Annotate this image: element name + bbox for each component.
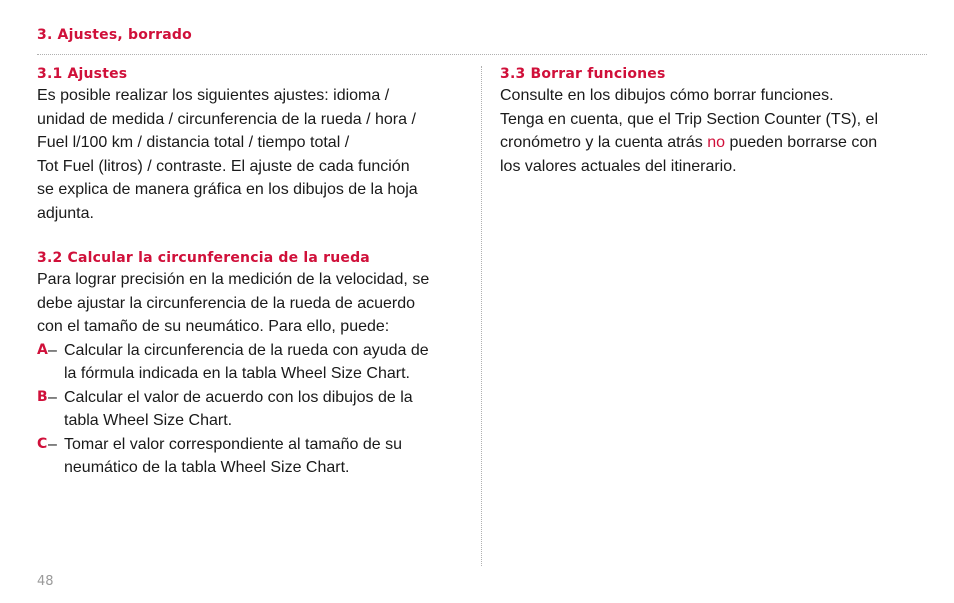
text-line: Fuel l/100 km / distancia total / tiempo total / bbox=[37, 134, 350, 151]
text-line: Tot Fuel (litros) / contraste. El ajuste de cada función bbox=[37, 157, 410, 175]
dotted-divider-horizontal bbox=[37, 54, 927, 55]
right-column bbox=[500, 64, 920, 178]
dotted-divider-vertical bbox=[481, 66, 482, 566]
text-line: Tomar el valor correspondiente al tamaño de su bbox=[64, 435, 402, 453]
text-line: Calcular la circunferencia de la rueda con ayuda de bbox=[64, 341, 429, 359]
list-dash: – bbox=[48, 435, 57, 453]
text-line: Calcular el valor de acuerdo con los dibujos de la bbox=[64, 388, 413, 406]
text-line: con el tamaño de su neumático. Para ello, puede: bbox=[37, 318, 390, 335]
left-column bbox=[37, 64, 467, 480]
text-fragment: pueden borrarse con bbox=[725, 134, 878, 151]
text-line: Para lograr precisión en la medición de la velocidad, se bbox=[37, 271, 430, 288]
list-letter: C bbox=[37, 435, 48, 452]
text-line: Consulte en los dibujos cómo borrar funciones. bbox=[500, 87, 834, 104]
paragraph-ajustes bbox=[37, 84, 467, 225]
list-item-a bbox=[37, 339, 467, 386]
text-line: debe ajustar la circunferencia de la rueda de acuerdo bbox=[37, 294, 416, 312]
paragraph-circunferencia bbox=[37, 268, 467, 480]
text-line: neumático de la tabla Wheel Size Chart. bbox=[64, 459, 350, 476]
highlight-no: no bbox=[707, 134, 726, 151]
list-letter: A bbox=[37, 341, 48, 358]
text-fragment: cronómetro y la cuenta atrás bbox=[500, 134, 708, 151]
subsection-heading-3-3: 3.3 Borrar funciones bbox=[500, 66, 666, 82]
text-line: se explica de manera gráfica en los dibujos de la hoja bbox=[37, 181, 418, 198]
text-line bbox=[500, 131, 920, 155]
list-dash: – bbox=[48, 388, 57, 406]
text-line: Tenga en cuenta, que el Trip Section Counter (TS), el bbox=[500, 110, 878, 128]
text-line: la fórmula indicada en la tabla Wheel Size Chart. bbox=[64, 365, 410, 382]
text-line: Es posible realizar los siguientes ajustes: idioma / bbox=[37, 87, 390, 104]
text-line: tabla Wheel Size Chart. bbox=[64, 412, 233, 429]
text-line: adjunta. bbox=[37, 204, 94, 222]
paragraph-borrar bbox=[500, 84, 920, 178]
subsection-heading-3-2: 3.2 Calcular la circunferencia de la rueda bbox=[37, 250, 370, 266]
subsection-heading-3-1: 3.1 Ajustes bbox=[37, 66, 128, 82]
page-number: 48 bbox=[37, 574, 54, 589]
list-letter: B bbox=[37, 388, 48, 405]
text-line: los valores actuales del itinerario. bbox=[500, 157, 737, 175]
list-item-c bbox=[37, 433, 467, 480]
list-dash: – bbox=[48, 341, 57, 359]
list-item-b bbox=[37, 386, 467, 433]
section-title: 3. Ajustes, borrado bbox=[37, 27, 192, 43]
text-line: unidad de medida / circunferencia de la rueda / hora / bbox=[37, 110, 416, 128]
